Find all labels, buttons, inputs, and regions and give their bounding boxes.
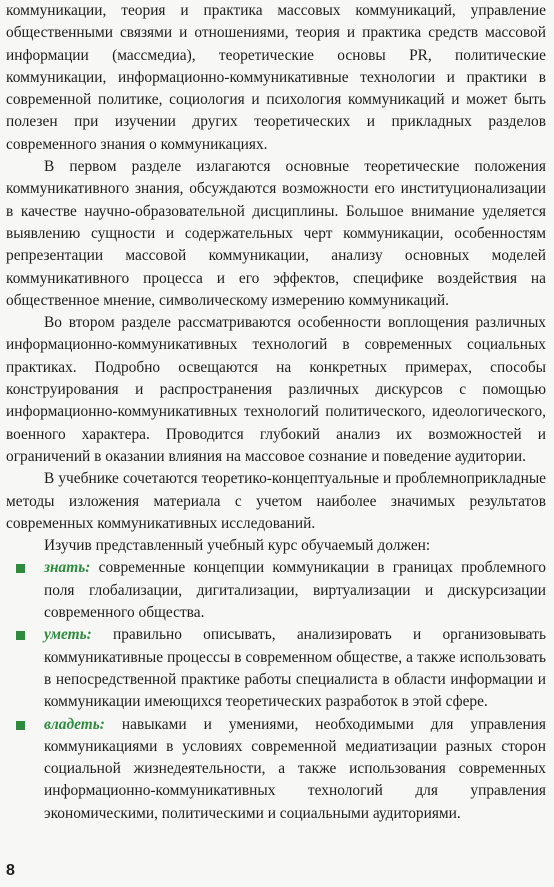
competency-can xyxy=(6,624,546,713)
competency-keyword: знать: xyxy=(44,559,91,577)
paragraph-first-section: В первом разделе излагаются основные теоретические положения коммуникативного знания, обсуждаются возможности его институционализации в качестве научно-образовательной дисциплины. Большое внимание уделяется выявлению сущности и содержательных черт коммуникации, особенностям репрезентации массовой коммуникации, анализу основных моделей коммуникативного процесса и его эффектов, специфике воздействия на общественное мнение, символическому измерению коммуникаций. xyxy=(6,158,546,309)
competency-know xyxy=(6,557,546,624)
page-body xyxy=(6,0,546,825)
competency-text: правильно описывать, анализировать и организовывать коммуникативные процессы в современном обществе, а также использовать в непосредственной практике работы специалиста в области информации и коммуникации имеющихся теоретических разработок в этой сфере. xyxy=(44,626,546,711)
paragraph-methods: В учебнике сочетаются теоретико-концептуальные и проблемноприкладные методы изложения материала с учетом наиболее значимых результатов современных коммуникативных исследований. xyxy=(6,470,546,532)
bullet-square-icon xyxy=(16,721,25,730)
competency-list xyxy=(6,557,546,825)
list-intro: Изучив представленный учебный курс обучаемый должен: xyxy=(44,537,431,555)
competency-keyword: уметь: xyxy=(44,626,92,644)
page-number: 8 xyxy=(6,862,15,879)
competency-text: современные концепции коммуникации в границах проблемного поля глобализации, дигитализации, виртуализации и дискурсизации современного общества. xyxy=(44,559,546,622)
competency-text: навыками и умениями, необходимыми для управления коммуникациями в условиях современной медиатизации разных сторон социальной жизнедеятельности, а также использования современных информационно-коммуникативных технологий для управления экономическими, политическими и социальными аудиториями. xyxy=(44,715,546,822)
paragraph-continuation: коммуникации, теория и практика массовых коммуникаций, управление общественными связями и отношениями, теория и практика средств массовой информации (массмедиа), теоретические основы PR, политические коммуникации, информационно-коммуникативные технологии и практики в современной политике, социология и психология коммуникаций и может быть полезен при изучении других теоретических и прикладных разделов современного знания о коммуникациях. xyxy=(6,2,546,153)
bullet-square-icon xyxy=(16,564,25,573)
paragraph-second-section: Во втором разделе рассматриваются особенности воплощения различных информационно-коммуникативных технологий в современных социальных практиках. Подробно освещаются на конкретных примерах, способы конструирования и распространения различных дискурсов с помощью информационно-коммуникативных технологий политического, идеологического, военного характера. Проводится глубокий анализ их возможностей и ограничений в оказании влияния на массовое сознание и поведение аудитории. xyxy=(6,314,546,465)
competency-master xyxy=(6,714,546,825)
competency-keyword: владеть: xyxy=(44,715,105,733)
bullet-square-icon xyxy=(16,631,25,640)
